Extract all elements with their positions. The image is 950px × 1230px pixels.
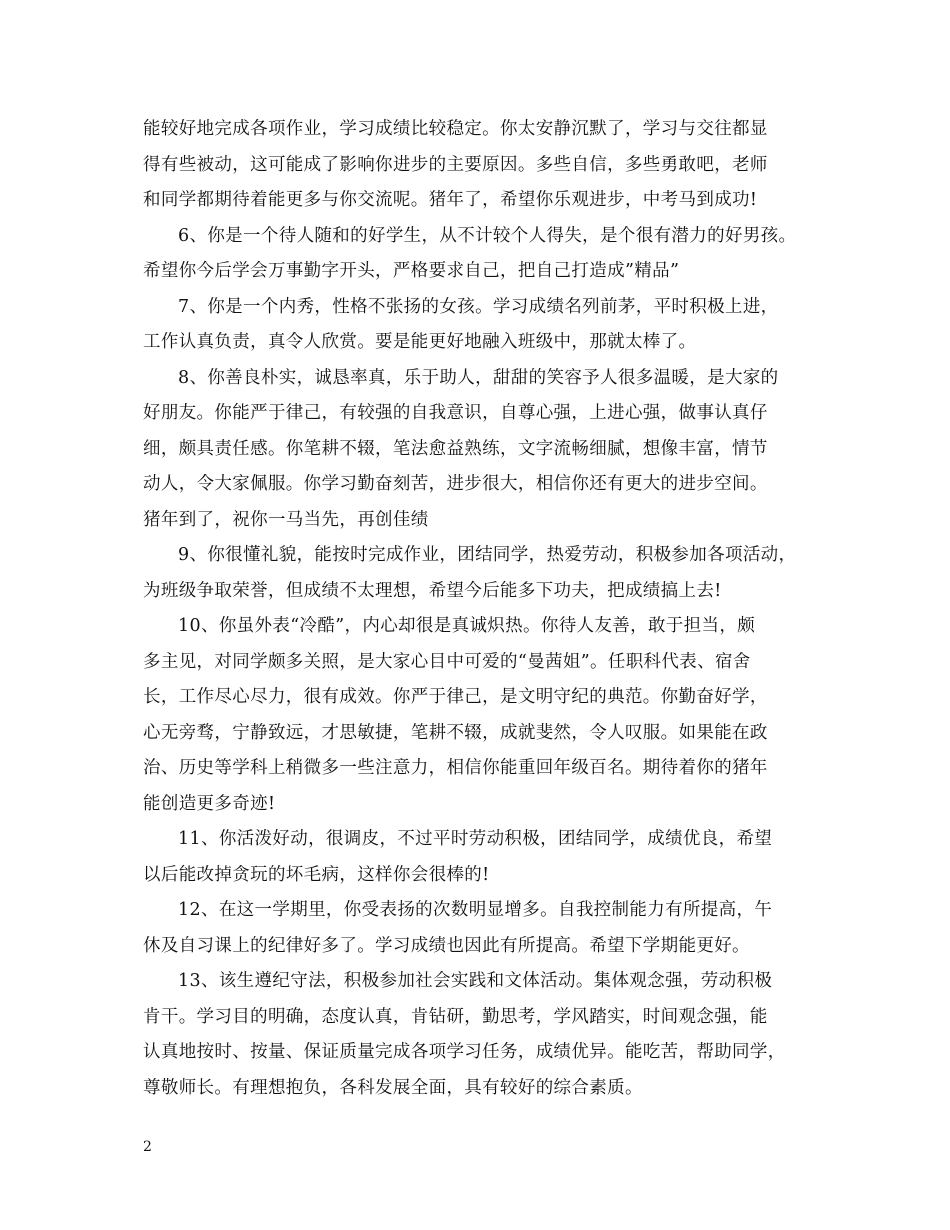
text-line: 多主见，对同学颇多关照，是大家心目中可爱的“曼茜姐”。任职科代表、宿舍 [143,651,751,672]
page-number: 2 [143,1139,152,1155]
text-line: 尊敬师长。有理想抱负，各科发展全面，具有较好的综合素质。 [143,1077,643,1098]
text-line: 心无旁骛，宁静致远，才思敏捷，笔耕不辍，成就斐然，令人叹服。如果能在政 [143,722,768,743]
body-text [143,112,811,1106]
text-line: 工作认真负责，真令人欣赏。要是能更好地融入班级中，那就太棒了。 [143,332,697,352]
text-line: 肯干。学习目的明确，态度认真，肯钻研，勤思考，学风踏实，时间观念强，能 [143,1006,768,1027]
text-line: 能创造更多奇迹! [143,793,276,814]
text-line: 动人，令大家佩服。你学习勤奋刻苦，进步很大，相信你还有更大的进步空间。 [143,474,768,494]
paragraph-first-line: 13、该生遵纪守法，积极参加社会实践和文体活动。集体观念强，劳动积极 [178,971,773,991]
paragraph-first-line: 10、你虽外表“冷酷”，内心却很是真诚炽热。你待人友善，敢于担当，颇 [178,616,756,636]
text-line: 猪年到了，祝你一马当先，再创佳绩 [143,509,429,530]
text-line: 治、历史等学科上稍微多一些注意力，相信你能重回年级百名。期待着你的猪年 [143,758,768,778]
text-line: 希望你今后学会万事勤字开头，严格要求自己，把自己打造成”精品” [143,261,680,281]
paragraph-first-line: 11、你活泼好动，很调皮，不过平时劳动积极，团结同学，成绩优良，希望 [178,829,773,849]
paragraph-first-line: 7、你是一个内秀，性格不张扬的女孩。学习成绩名列前茅，平时积极上进， [178,296,779,317]
text-line: 和同学都期待着能更多与你交流呢。猪年了，希望你乐观进步，中考马到成功! [143,190,758,210]
text-line: 为班级争取荣誉，但成绩不太理想，希望今后能多下功夫，把成绩搞上去! [143,580,722,601]
text-line: 休及自习课上的纪律好多了。学习成绩也因此有所提高。希望下学期能更好。 [143,935,750,956]
paragraph-first-line: 8、你善良朴实，诚恳率真，乐于助人，甜甜的笑容予人很多温暖，是大家的 [178,367,779,388]
text-line: 认真地按时、按量、保证质量完成各项学习任务，成绩优异。能吃苦，帮助同学， [143,1042,786,1062]
text-line: 长，工作尽心尽力，很有成效。你严于律己，是文明守纪的典范。你勤奋好学， [143,687,768,707]
text-line: 得有些被动，这可能成了影响你进步的主要原因。多些自信，多些勇敢吧，老师 [143,154,768,175]
paragraph-first-line: 9、你很懂礼貌，能按时完成作业，团结同学，热爱劳动，积极参加各项活动， [178,545,797,565]
text-line: 细，颇具责任感。你笔耕不辍，笔法愈益熟练，文字流畅细腻，想像丰富，情节 [143,438,768,459]
text-line: 好朋友。你能严于律己，有较强的自我意识，自尊心强，上进心强，做事认真仔 [143,403,768,423]
paragraph-first-line: 6、你是一个待人随和的好学生，从不计较个人得失，是个很有潜力的好男孩。 [178,225,797,246]
paragraph-first-line: 12、在这一学期里，你受表扬的次数明显增多。自我控制能力有所提高，午 [178,900,773,920]
text-line: 能较好地完成各项作业，学习成绩比较稳定。你太安静沉默了，学习与交往都显 [143,119,768,139]
text-line: 以后能改掉贪玩的坏毛病，这样你会很棒的! [143,864,490,885]
